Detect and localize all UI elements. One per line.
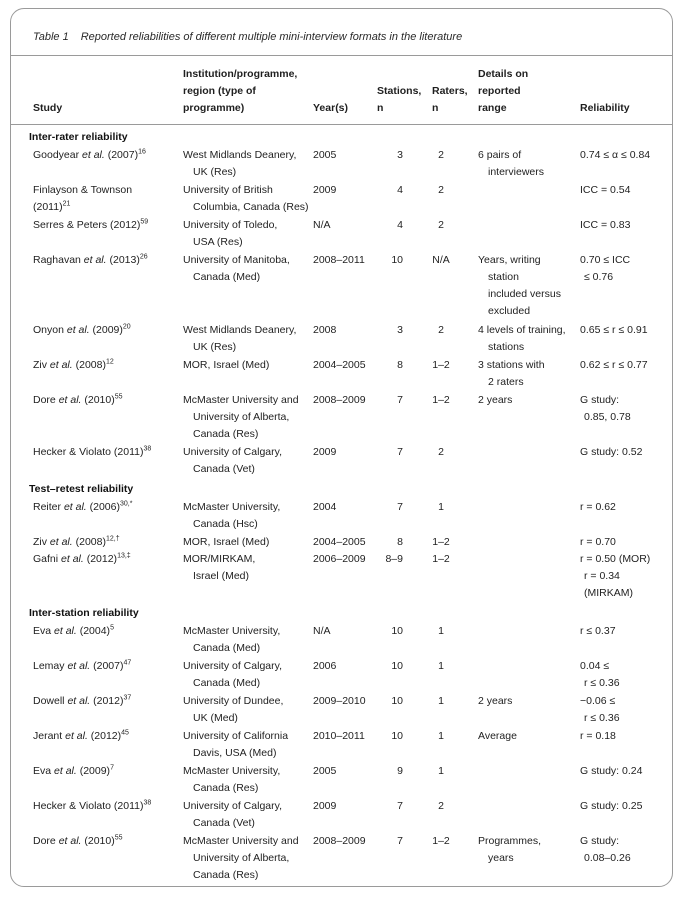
raters-cell: 2	[438, 446, 444, 458]
stations-cell: 4	[397, 184, 403, 196]
table-row	[11, 252, 672, 322]
reliability-cell: G study: 0.25	[580, 800, 643, 812]
raters-cell: 1–2	[432, 536, 450, 548]
header-stations: Stations, n	[377, 85, 422, 114]
institution-cell: McMaster University and University of Alberta, Canada (Res)	[183, 835, 299, 881]
institution-cell: University of British Columbia, Canada (Res)	[183, 184, 309, 213]
raters-cell: 1–2	[432, 394, 450, 406]
institution-cell: University of Calgary, Canada (Vet)	[183, 800, 283, 829]
raters-cell: 1–2	[432, 359, 450, 371]
stations-cell: 10	[391, 695, 403, 707]
table-frame	[10, 8, 673, 887]
year-cell: 2009–2010	[313, 695, 366, 707]
table-row	[11, 623, 672, 658]
table-label: Table 1	[33, 31, 69, 43]
raters-cell: 1–2	[432, 553, 450, 565]
year-cell: 2004	[313, 501, 337, 513]
table-row	[11, 499, 672, 534]
stations-cell: 10	[391, 254, 403, 266]
reliability-cell: 0.04 ≤ r ≤ 0.36	[580, 660, 620, 689]
details-cell: Average	[478, 730, 517, 742]
stations-cell: 9	[397, 765, 403, 777]
year-cell: 2005	[313, 765, 337, 777]
raters-cell: 1–2	[432, 835, 450, 847]
details-cell: Programmes, years	[478, 835, 542, 864]
study-cell: Dore et al. $(2010)^{55}$	[33, 393, 123, 406]
institution-cell: McMaster University, Canada (Res)	[183, 765, 281, 794]
reliability-cell: 0.65 ≤ r ≤ 0.91	[580, 324, 648, 336]
institution-cell: West Midlands Deanery, UK (Res)	[183, 149, 297, 178]
details-cell: Years, writing station included versus excluded	[478, 254, 561, 317]
study-cell: Gafni et al. $(2012)^{13,\ddagger}$	[33, 552, 131, 565]
institution-cell: University of Toledo, USA (Res)	[183, 219, 278, 248]
stations-cell: 4	[397, 219, 403, 231]
study-cell: Lemay et al. $(2007)^{47}$	[33, 659, 132, 672]
table-row	[11, 534, 672, 551]
table-row	[11, 763, 672, 798]
stations-cell: 8	[397, 359, 403, 371]
header-raters: Raters, n	[432, 85, 468, 114]
header-study: Study	[33, 102, 63, 114]
year-cell: 2009	[313, 800, 337, 812]
stations-cell: 7	[397, 800, 403, 812]
raters-cell: 1	[438, 765, 444, 777]
year-cell: N/A	[313, 219, 331, 231]
table-row	[11, 217, 672, 252]
details-cell: 6 pairs of interviewers	[478, 149, 545, 178]
reliability-cell: 0.70 ≤ ICC ≤ 0.76	[580, 254, 631, 283]
raters-cell: 1	[438, 730, 444, 742]
reliability-cell: r ≤ 0.37	[580, 625, 616, 637]
top-rule	[11, 55, 672, 56]
study-cell: Jerant et al. $(2012)^{45}$	[33, 729, 129, 742]
stations-cell: 7	[397, 394, 403, 406]
study-cell: Hecker & Violato $(2011)^{38}$	[33, 445, 152, 458]
table-row	[11, 444, 672, 479]
table-row	[11, 357, 672, 392]
raters-cell: 2	[438, 184, 444, 196]
raters-cell: 2	[438, 324, 444, 336]
stations-cell: 3	[397, 149, 403, 161]
study-cell: Dore et al. $(2010)^{55}$	[33, 834, 123, 847]
table-row	[11, 182, 672, 217]
year-cell: 2009	[313, 446, 337, 458]
table-header	[11, 65, 672, 123]
raters-cell: 2	[438, 149, 444, 161]
table-row	[11, 833, 672, 885]
stations-cell: 10	[391, 730, 403, 742]
study-cell: Raghavan et al. $(2013)^{26}$	[33, 253, 148, 266]
year-cell: 2009	[313, 184, 337, 196]
year-cell: 2006–2009	[313, 553, 366, 565]
study-cell: Serres & Peters $(2012)^{59}$	[33, 218, 149, 231]
reliability-cell: 0.74 ≤ α ≤ 0.84	[580, 149, 651, 161]
study-cell: Ziv et al. $(2008)^{12,\dagger}$	[33, 535, 120, 548]
section-heading-inter-station: Inter-station reliability	[29, 607, 139, 619]
institution-cell: MOR, Israel (Med)	[183, 359, 270, 371]
table-row	[11, 693, 672, 728]
study-cell: Onyon et al. $(2009)^{20}$	[33, 323, 131, 336]
institution-cell: MOR/MIRKAM, Israel (Med)	[183, 553, 256, 582]
reliability-cell: G study: 0.52	[580, 446, 643, 458]
stations-cell: 7	[397, 446, 403, 458]
reliability-cell: ICC = 0.54	[580, 184, 631, 196]
year-cell: 2004–2005	[313, 536, 366, 548]
stations-cell: 10	[391, 660, 403, 672]
study-cell: Eva et al. $(2004)^5$	[33, 624, 114, 637]
year-cell: 2006	[313, 660, 337, 672]
institution-cell: University of Calgary, Canada (Vet)	[183, 446, 283, 475]
institution-cell: University of Dundee, UK (Med)	[183, 695, 284, 724]
table-row	[11, 147, 672, 182]
reliability-cell: 0.62 ≤ r ≤ 0.77	[580, 359, 648, 371]
reliability-cell: −0.06 ≤ r ≤ 0.36	[580, 695, 620, 724]
details-cell: 4 levels of training, stations	[478, 324, 566, 353]
raters-cell: 1	[438, 695, 444, 707]
institution-cell: University of Manitoba, Canada (Med)	[183, 254, 290, 283]
study-cell: Ziv et al. $(2008)^{12}$	[33, 358, 114, 371]
header-years: Year(s)	[313, 102, 349, 114]
year-cell: 2005	[313, 149, 337, 161]
section-heading-inter-rater: Inter-rater reliability	[29, 131, 128, 143]
stations-cell: 8	[397, 536, 403, 548]
section-heading-test-retest: Test–retest reliability	[29, 483, 134, 495]
reliability-cell: G study: 0.85, 0.78	[580, 394, 631, 423]
table-row	[11, 392, 672, 444]
institution-cell: University of California Davis, USA (Med)	[183, 730, 289, 759]
details-cell: 3 stations with 2 raters	[478, 359, 545, 388]
reliability-cell: r = 0.70	[580, 536, 616, 548]
reliability-cell: ICC = 0.83	[580, 219, 631, 231]
institution-cell: McMaster University and University of Alberta, Canada (Res)	[183, 394, 299, 440]
year-cell: N/A	[313, 625, 331, 637]
institution-cell: McMaster University, Canada (Hsc)	[183, 501, 281, 530]
header-rule	[11, 124, 672, 125]
table-caption	[33, 31, 462, 43]
reliability-cell: G study: 0.08–0.26	[580, 835, 631, 864]
details-cell: 2 years	[478, 695, 513, 707]
study-cell: Reiter et al. $(2006)^{30,*}$	[33, 500, 133, 513]
year-cell: 2008	[313, 324, 337, 336]
reliability-cell: r = 0.50 (MOR) r = 0.34 (MIRKAM)	[580, 553, 651, 599]
institution-cell: West Midlands Deanery, UK (Res)	[183, 324, 297, 353]
institution-cell: MOR, Israel (Med)	[183, 536, 270, 548]
reliability-cell: r = 0.18	[580, 730, 616, 742]
header-institution: Institution/programme, region (type of programme)	[183, 68, 298, 114]
study-cell: Eva et al. $(2009)^7$	[33, 764, 114, 777]
reliability-cell: G study: 0.24	[580, 765, 643, 777]
header-reliability: Reliability	[580, 102, 630, 114]
raters-cell: N/A	[432, 254, 450, 266]
table-row	[11, 798, 672, 833]
institution-cell: University of Calgary, Canada (Med)	[183, 660, 283, 689]
table-row	[11, 551, 672, 603]
raters-cell: 2	[438, 219, 444, 231]
stations-cell: 3	[397, 324, 403, 336]
stations-cell: 10	[391, 625, 403, 637]
table-row	[11, 322, 672, 357]
details-cell: 2 years	[478, 394, 513, 406]
stations-cell: 7	[397, 501, 403, 513]
institution-cell: McMaster University, Canada (Med)	[183, 625, 281, 654]
study-cell: Hecker & Violato $(2011)^{38}$	[33, 799, 152, 812]
study-cell: Dowell et al. $(2012)^{37}$	[33, 694, 132, 707]
raters-cell: 1	[438, 625, 444, 637]
raters-cell: 1	[438, 660, 444, 672]
year-cell: 2010–2011	[313, 730, 365, 742]
stations-cell: 8–9	[385, 553, 403, 565]
year-cell: 2004–2005	[313, 359, 366, 371]
study-cell: Finlayson & Townson $(2011)^{21}$	[33, 184, 133, 213]
raters-cell: 2	[438, 800, 444, 812]
table-row	[11, 658, 672, 693]
year-cell: 2008–2011	[313, 254, 365, 266]
year-cell: 2008–2009	[313, 394, 366, 406]
stations-cell: 7	[397, 835, 403, 847]
study-cell: Goodyear et al. $(2007)^{16}$	[33, 148, 146, 161]
reliability-cell: r = 0.62	[580, 501, 616, 513]
table-title: Reported reliabilities of different multiple mini-interview formats in the literature	[80, 31, 463, 43]
header-details: Details on reported range	[478, 68, 529, 114]
table-row	[11, 728, 672, 763]
year-cell: 2008–2009	[313, 835, 366, 847]
table-body	[11, 127, 672, 885]
raters-cell: 1	[438, 501, 444, 513]
